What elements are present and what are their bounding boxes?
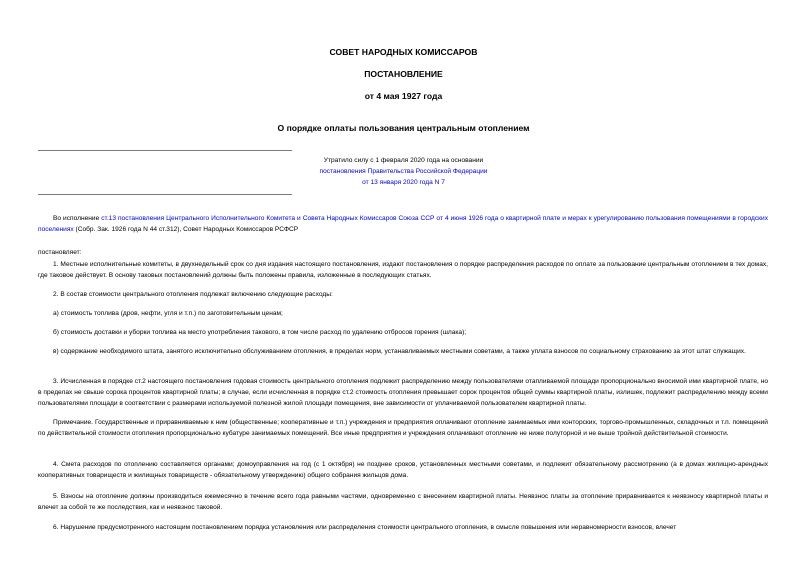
issuing-organ: СОВЕТ НАРОДНЫХ КОМИССАРОВ	[329, 47, 478, 57]
clause-2a: а) стоимость топлива (дров, нефти, угля и т.п.) по заготовительным ценам;	[53, 310, 283, 317]
clause-4: 4. Смета расходов по отоплению составляется органами; домоуправления на год (с 1 октября) не позднее сроков, установленных местными советами, и подлежит обязательному рассмотрению (а в домах жилищно-арендных кооперативных товариществ и жилищных товариществ - обязательному утверждению) общего собрания жильцов дома.	[38, 461, 768, 479]
document-type: ПОСТАНОВЛЕНИЕ	[364, 69, 443, 79]
document-title: О порядке оплаты пользования центральным отоплением	[277, 123, 530, 133]
legal-reference-link[interactable]: ст.13 постановления Центрального Исполнительного Комитета и Совета Народных Комиссаров Союза ССР от 4 июня 1926 года о квартирной плате и мерах к урегулированию пользования помещениями в городских поселениях	[38, 215, 768, 233]
clause-5: 5. Взносы на отопление должны производиться ежемесячно в течение всего года равными частями, одновременно с внесением квартирной платы. Неявзнос платы за отопление приравнивается к неявзносу квартирной платы и влечет за собой те же последствия, как и неявзнос таковой.	[38, 493, 768, 511]
preamble	[38, 214, 768, 236]
clause-2: 2. В состав стоимости центрального отопления подлежат включению следующие расходы:	[53, 291, 333, 298]
repeal-note	[250, 155, 557, 188]
preamble-suffix: (Собр. Зак. 1926 года N 44 ст.312), Совет Народных Комиссаров РСФСР	[73, 225, 299, 233]
clause-2b: б) стоимость доставки и уборки топлива на место употребления такового, в том числе расход по удалению отбросов горения (шлака);	[53, 329, 467, 336]
clause-1: 1. Местные исполнительные комитеты, в двухнедельный срок со дня издания настоящего постановления, издают постановления о порядке распределения расходов по оплате за пользование центральным отоплением в тех домах, где таковое действует. В основу таковых постановлений должны быть положены правила, изложенные в последующих статьях.	[38, 261, 768, 279]
repeal-note-text: Утратило силу с 1 февраля 2020 года на основании	[323, 157, 484, 164]
clause-6: 6. Нарушение предусмотренного настоящим постановлением порядка установления или распределения стоимости центрального отопления, в смысле повышения или неравномерности взносов, влечет	[53, 524, 677, 531]
document-date: от 4 мая 1927 года	[364, 91, 443, 101]
repeal-decree-date-link[interactable]: от 13 января 2020 года N 7	[362, 179, 445, 186]
divider-bottom	[38, 194, 292, 195]
divider-top	[38, 150, 292, 151]
clause-3-note: Примечание. Государственные и приравниваемые к ним (общественные; кооперативные и т.п.) учреждения и предприятия оплачивают отопление занимаемых ими конторских, торгово-промышленных, складочных и т.п. помещений по действительной стоимости отопления пропорционально кубатуре занимаемых помещений. Все иные предприятия и учреждения оплачивают отопление не ниже полуторной и не выше тройной действительной стоимости.	[38, 419, 768, 437]
clause-2c: в) содержание необходимого штата, занятого исключительно обслуживанием отопления, в пределах норм, устанавливаемых местными советами, а также уплата взносов по социальному страхованию за этот штат служащих.	[53, 348, 746, 355]
repeal-decree-link[interactable]: постановления Правительства Российской Федерации	[319, 168, 488, 175]
resolves-line: постановляет:	[38, 249, 82, 256]
preamble-prefix: Во исполнение	[53, 215, 102, 222]
clause-3: 3. Исчисленная в порядке ст.2 настоящего постановления годовая стоимость центрального отопления подлежит распределению между пользователями отапливаемой площади пропорционально вносимой ими квартирной плате, но в пределах не свыше сорока процентов квартирной платы; в случае, если исчисленная в порядке ст.2 стоимость отопления превышает сорок процентов общей суммы квартирной платы, излишек, подлежит распределению между всеми пользователями площади в соответствии с размерами используемой полезной жилой площади помещения, вне зависимости от уплачиваемой пользователем квартирной платы.	[38, 378, 768, 407]
